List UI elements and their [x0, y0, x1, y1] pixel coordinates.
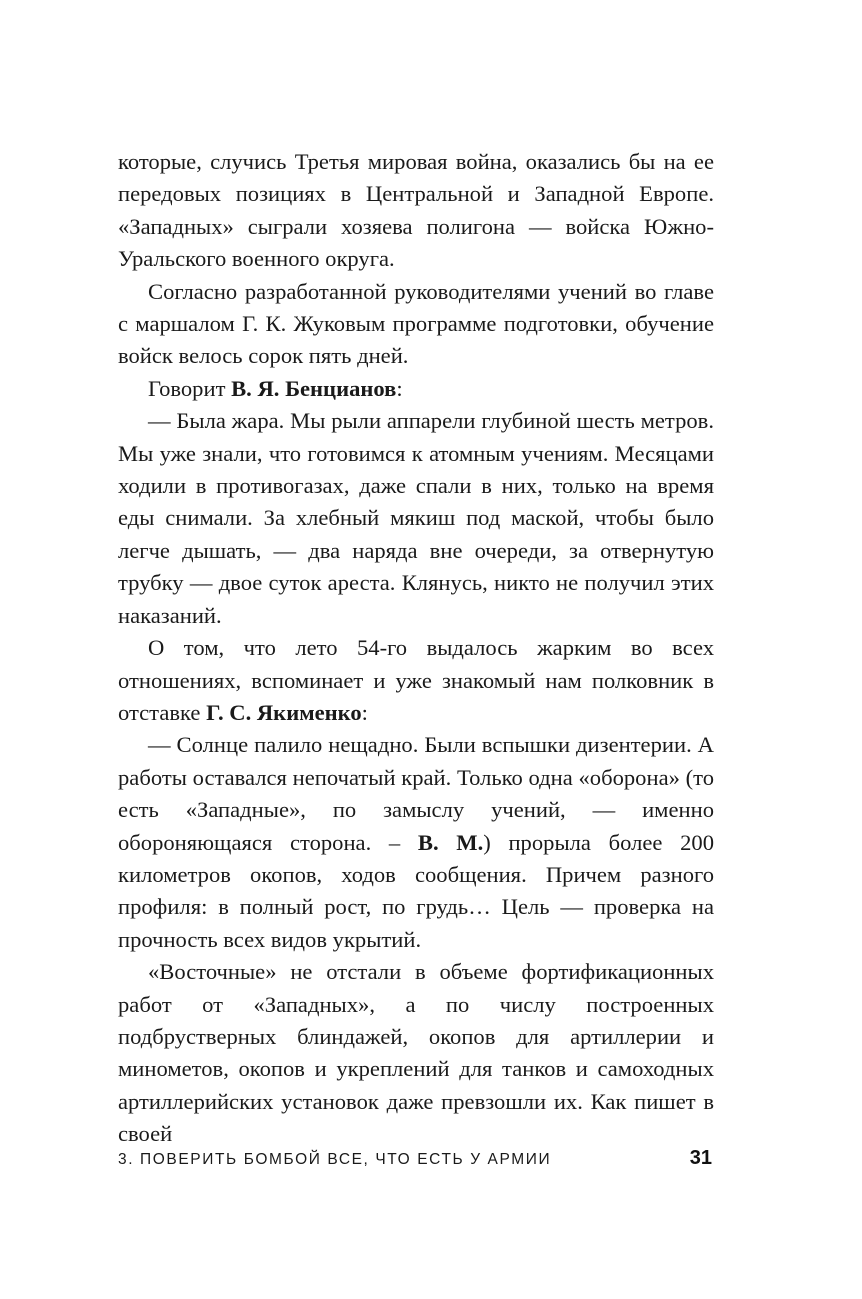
speaker-colon: :: [396, 375, 403, 401]
speaker-intro: Говорит: [148, 375, 232, 401]
paragraph-5-colon: :: [361, 699, 368, 725]
paragraph-6-rest: ) прорыла более 200 километров окопов, ходов сообщения. Причем разного профиля: в полный рост, по грудь… Цель — проверка на прочность всех видов укрытий.: [118, 829, 715, 952]
author-initials: В. М.: [417, 829, 484, 855]
page-footer: [118, 1147, 714, 1177]
colonel-name: Г. С. Якименко: [206, 699, 362, 725]
running-head: 3. ПОВЕРИТЬ БОМБОЙ ВСЕ, ЧТО ЕСТЬ У АРМИИ: [118, 1151, 552, 1168]
paragraph-4: — Была жара. Мы рыли аппарели глубиной шесть метров. Мы уже знали, что готовимся к атомным учениям. Месяцами ходили в противогазах, даже спали в них, только на время еды снимали. За хлебный мякиш под маской, чтобы было легче дышать, — два наряда вне очереди, за отвернутую трубку — двое суток ареста. Клянусь, никто не получил этих наказаний.: [118, 408, 714, 628]
speaker-name: В. Я. Бенцианов: [231, 375, 397, 401]
paragraph-3: [118, 373, 714, 405]
paragraph-6-text: — Солнце палило нещадно. Были вспышки дизентерии. А работы оставался непочатый край. Только одна «оборона» (то есть «Западные», по замыслу учений, — именно обороняющаяся сторона. –: [118, 732, 714, 855]
paragraph-5: [118, 632, 714, 729]
body-text: [118, 146, 714, 1151]
paragraph-5-text: О том, что лето 54-го выдалось жарким во всех отношениях, вспоминает и уже знакомый нам полковник в отставке: [118, 635, 714, 725]
paragraph-1: которые, случись Третья мировая война, оказались бы на ее передовых позициях в Центральной и Западной Европе. «Западных» сыграли хозяева полигона — войска Южно-Уральского военного округа.: [118, 149, 714, 272]
paragraph-2: Согласно разработанной руководителями учений во главе с маршалом Г. К. Жуковым программе подготовки, обучение войск велось сорок пять дней.: [118, 278, 714, 369]
paragraph-6: [118, 729, 714, 956]
page-number: 31: [689, 1147, 712, 1169]
paragraph-7: «Восточные» не отстали в объеме фортификационных работ от «Западных», а по числу построенных подбрустверных блиндажей, окопов для артиллерии и минометов, окопов и укреплений для танков и самоходных артиллерийских установок даже превзошли их. Как пишет в своей: [118, 959, 714, 1147]
